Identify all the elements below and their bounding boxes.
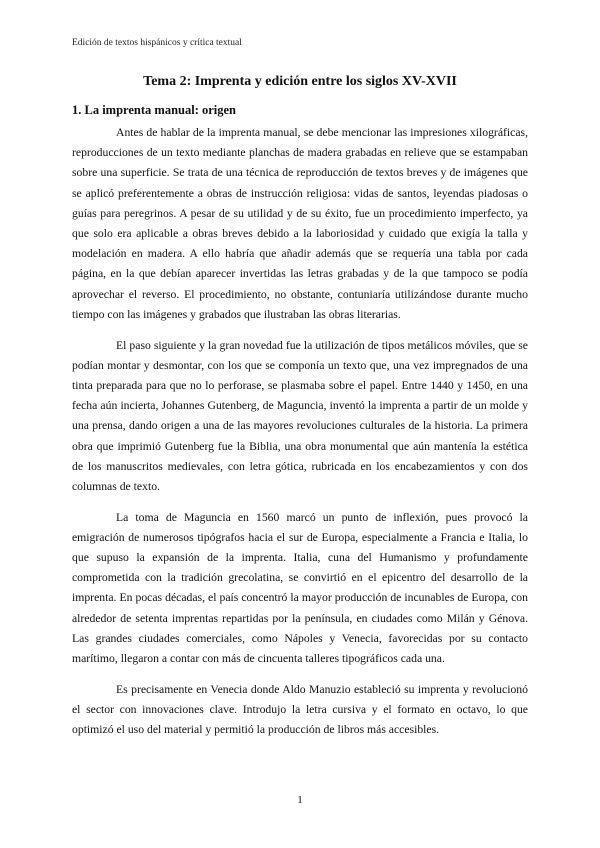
- paragraph-italy-expansion: La toma de Maguncia en 1560 marcó un punto de inflexión, pues provocó la emigración de numerosos tipógrafos hacia el sur de Europa, especialmente a Francia e Italia, lo que supuso la expansión de la imprenta. Italia, cuna del Humanismo y profundamente comprometida con la tradición grecolatina, se convirtió en el epicentro del desarrollo de la imprenta. En pocas décadas, el país concentró la mayor producción de incunables de Europa, con alrededor de setenta imprentas repartidas por la península, en ciudades como Milán y Génova. Las grandes ciudades comerciales, como Nápoles y Venecia, favorecidas por su contacto marítimo, llegaron a contar con más de cincuenta talleres tipográficos cada una.: [72, 510, 528, 666]
- running-header: Edición de textos hispánicos y crítica textual: [72, 38, 242, 48]
- section-heading: 1. La imprenta manual: origen: [72, 103, 237, 117]
- paragraph-gutenberg: El paso siguiente y la gran novedad fue la utilización de tipos metálicos móviles, que se podían montar y desmontar, con los que se componía un texto que, una vez impregnados de una tinta preparada para que no lo perforase, se plasmaba sobre el papel. Entre 1440 y 1450, en una fecha aún incierta, Johannes Gutenberg, de Maguncia, inventó la imprenta a partir de un molde y una prensa, dando origen a una de las mayores revoluciones culturales de la historia. La primera obra que imprimió Gutenberg fue la Biblia, una obra monumental que aún mantenía la estética de los manuscritos medievales, con letra gótica, rubricada en los encabezamientos y con dos columnas de texto.: [72, 338, 528, 493]
- paragraph-aldo-manuzio: Es precisamente en Venecia donde Aldo Manuzio estableció su imprenta y revolucionó el sector con innovaciones clave. Introdujo la letra cursiva y el formato en octavo, lo que optimizó el uso del material y permitió la producción de libros más accesibles.: [72, 682, 528, 737]
- body-text: [72, 123, 528, 751]
- page-title: Tema 2: Imprenta y edición entre los siglos XV-XVII: [143, 74, 457, 89]
- paragraph-xylography: Antes de hablar de la imprenta manual, se debe mencionar las impresiones xilográficas, reproducciones de un texto mediante planchas de madera grabadas en relieve que se estampaban sobre una superficie. Se trata de una técnica de reproducción de textos breves y de imágenes que se aplicó preferentemente a obras de instrucción religiosa: vidas de santos, leyendas piadosas o guías para peregrinos. A pesar de su utilidad y de su éxito, fue un procedimiento imperfecto, ya que solo era aplicable a obras breves debido a la laboriosidad y cuidado que exigía la talla y modelación en madera. A ello habría que añadir además que se requería una tabla por cada página, en la que debían aparecer invertidas las letras grabadas y de la que tampoco se podía aprovechar el reverso. El procedimiento, no obstante, contuniaría utilizándose durante mucho tiempo con las imágenes y grabados que ilustraban las obras literarias.: [72, 126, 528, 321]
- page-number: 1: [297, 794, 303, 806]
